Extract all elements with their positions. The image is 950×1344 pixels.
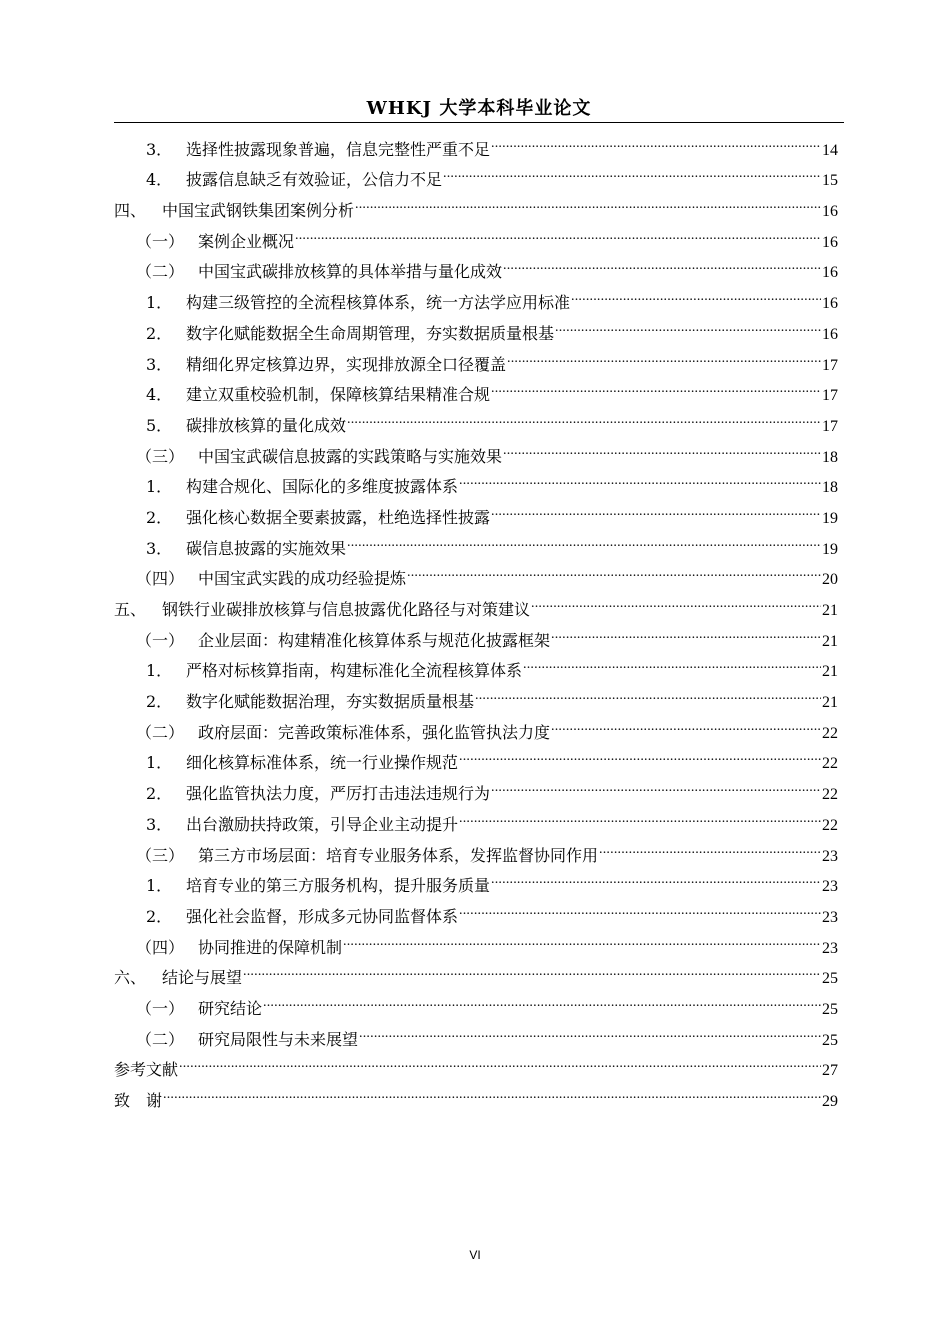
toc-dot-leader [459,799,821,830]
toc-entry-title: 中国宝武碳排放核算的具体举措与量化成效 [198,262,503,282]
toc-dot-leader [491,124,821,155]
toc-entry-page: 23 [822,908,838,926]
toc-entry-page: 23 [822,878,838,896]
toc-entry-title: 第三方市场层面：培育专业服务体系，发挥监督协同作用 [198,845,599,865]
toc-entry-page: 29 [822,1093,838,1110]
toc-entry-title: 强化社会监督，形成多元协同监督体系 [186,906,459,926]
header-title: WHKJ 大学本科毕业论文 [366,98,592,119]
toc-entry-page: 27 [822,1062,838,1080]
toc-entry-title: 研究局限性与未来展望 [198,1029,359,1049]
toc-dot-leader [359,1014,821,1045]
toc-entry-number: （二） [136,722,185,742]
toc-dot-leader [459,891,821,922]
toc-entry-number: 1． [146,876,173,896]
toc-entry-title: 严格对标核算指南，构建标准化全流程核算体系 [186,661,523,681]
toc-entry-page: 17 [822,387,838,405]
toc-entry-page: 22 [822,816,838,834]
toc-dot-leader [503,431,821,462]
toc-entry-title: 选择性披露现象普遍，信息完整性严重不足 [186,139,491,159]
toc-entry-page: 23 [822,939,838,957]
toc-entry-title: 出台激励扶持政策，引导企业主动提升 [186,814,459,834]
toc-dot-leader [491,492,821,523]
toc-entry-page: 16 [822,295,838,313]
toc-entry-page: 25 [822,1031,838,1049]
toc-entry-number: 3． [146,814,173,834]
toc-entry-number: 四、 [114,201,147,221]
toc-entry-number: （三） [136,845,185,865]
toc-entry-page: 22 [822,755,838,773]
toc-entry-title: 构建三级管控的全流程核算体系，统一方法学应用标准 [186,293,571,313]
toc-dot-leader [507,339,821,370]
toc-entry-title: 致 谢 [114,1091,163,1110]
toc-entry-number: （四） [136,937,185,957]
toc-entry-number: 3． [146,538,173,558]
toc-entry-title: 建立双重校验机制，保障核算结果精准合规 [186,385,491,405]
toc-dot-leader [163,1075,821,1106]
toc-entry-page: 16 [822,233,838,251]
toc-entry-page: 21 [822,694,838,712]
toc-entry-number: （一） [136,231,185,251]
toc-dot-leader [551,707,821,738]
page-header [114,96,844,123]
toc-entry-title: 强化核心数据全要素披露，杜绝选择性披露 [186,507,491,527]
toc-entry-title: 政府层面：完善政策标准体系，强化监管执法力度 [198,722,551,742]
toc-entry-page: 21 [822,663,838,681]
toc-entry-page: 22 [822,786,838,804]
toc-dot-leader [599,830,821,861]
toc-dot-leader [503,247,821,278]
toc-entry-title: 中国宝武碳信息披露的实践策略与实施效果 [198,446,503,466]
toc-entry-number: 3． [146,139,173,159]
toc-entry-title: 研究结论 [198,998,263,1018]
toc-entry-page: 18 [822,479,838,497]
toc-entry-number: 2． [146,692,173,712]
toc-entry-number: （一） [136,998,185,1018]
toc-dot-leader [355,185,821,216]
toc-entry-number: 1． [146,661,173,681]
toc-entry-page: 20 [822,571,838,589]
toc-dot-leader [347,523,821,554]
toc-entry-page: 21 [822,602,838,619]
toc-entry-page: 25 [822,970,838,988]
toc-entry-number: 五、 [114,600,147,619]
toc-entry-page: 17 [822,417,838,435]
toc-entry-title: 披露信息缺乏有效验证，公信力不足 [186,170,443,190]
toc-entry-number: 3． [146,354,173,374]
toc-entry[interactable] [114,124,838,159]
toc-dot-leader [343,922,821,953]
toc-entry-number: （二） [136,1029,185,1049]
toc-entry-page: 14 [822,141,838,159]
toc-entry-page: 17 [822,356,838,374]
toc-dot-leader [243,953,821,984]
toc-entry-number: 1． [146,293,173,313]
toc-entry-title: 参考文献 [114,1060,179,1080]
toc-entry-title: 协同推进的保障机制 [198,937,343,957]
toc-entry-title: 强化监管执法力度，严厉打击违法违规行为 [186,784,491,804]
toc-entry-number: 2． [146,906,173,926]
toc-dot-leader [407,554,821,585]
toc-entry-number: 1． [146,477,173,497]
toc-entry-page: 16 [822,325,838,343]
toc-entry-number: 5． [146,415,173,435]
toc-entry-title: 企业层面：构建精准化核算体系与规范化披露框架 [198,630,551,650]
page-footer [0,1248,950,1262]
toc-entry-number: （三） [136,446,185,466]
toc-entry-title: 数字化赋能数据全生命周期管理，夯实数据质量根基 [186,323,555,343]
toc-entry-number: （四） [136,569,185,589]
toc-dot-leader [295,216,821,247]
toc-entry-title: 碳信息披露的实施效果 [186,538,347,558]
toc-dot-leader [459,462,821,493]
toc-entry[interactable] [114,1045,838,1080]
toc-entry-page: 16 [822,203,838,221]
toc-entry-title: 钢铁行业碳排放核算与信息披露优化路径与对策建议 [162,600,531,619]
toc-entry-title: 碳排放核算的量化成效 [186,415,347,435]
toc-entry-page: 22 [822,724,838,742]
toc-entry-page: 19 [822,509,838,527]
toc-entry-number: 4． [146,170,173,190]
toc-entry-title: 细化核算标准体系，统一行业操作规范 [186,753,459,773]
toc-entry-page: 15 [822,172,838,190]
table-of-contents [114,124,838,1110]
toc-entry-title: 构建合规化、国际化的多维度披露体系 [186,477,459,497]
toc-entry-title: 培育专业的第三方服务机构，提升服务质量 [186,876,491,896]
toc-dot-leader [491,370,821,401]
toc-entry-page: 23 [822,847,838,865]
toc-dot-leader [179,1045,821,1076]
toc-dot-leader [555,308,821,339]
toc-entry-number: 2． [146,784,173,804]
toc-entry-title: 中国宝武钢铁集团案例分析 [162,201,355,221]
toc-entry-page: 19 [822,540,838,558]
toc-dot-leader [523,646,821,677]
toc-dot-leader [263,983,821,1014]
page-number: VI [469,1248,481,1262]
toc-entry-page: 21 [822,632,838,650]
toc-dot-leader [459,738,821,769]
toc-entry-title: 结论与展望 [162,968,243,988]
toc-entry-page: 16 [822,264,838,282]
toc-entry-page: 25 [822,1000,838,1018]
toc-entry-number: 4． [146,385,173,405]
toc-entry-number: （二） [136,262,185,282]
toc-entry-number: 2． [146,323,173,343]
toc-dot-leader [491,861,821,892]
toc-dot-leader [571,277,821,308]
toc-entry-number: 1． [146,753,173,773]
toc-entry-page: 18 [822,448,838,466]
toc-entry-title: 数字化赋能数据治理，夯实数据质量根基 [186,692,475,712]
toc-dot-leader [443,155,821,186]
toc-dot-leader [347,400,821,431]
toc-entry-number: 六、 [114,968,147,988]
toc-dot-leader [475,676,821,707]
toc-dot-leader [531,584,821,615]
toc-dot-leader [491,768,821,799]
toc-entry-title: 案例企业概况 [198,231,295,251]
toc-entry-title: 精细化界定核算边界，实现排放源全口径覆盖 [186,354,507,374]
toc-entry-number: （一） [136,630,185,650]
toc-entry-number: 2． [146,507,173,527]
toc-dot-leader [551,615,821,646]
toc-entry[interactable] [114,1075,838,1110]
toc-entry-title: 中国宝武实践的成功经验提炼 [198,569,407,589]
